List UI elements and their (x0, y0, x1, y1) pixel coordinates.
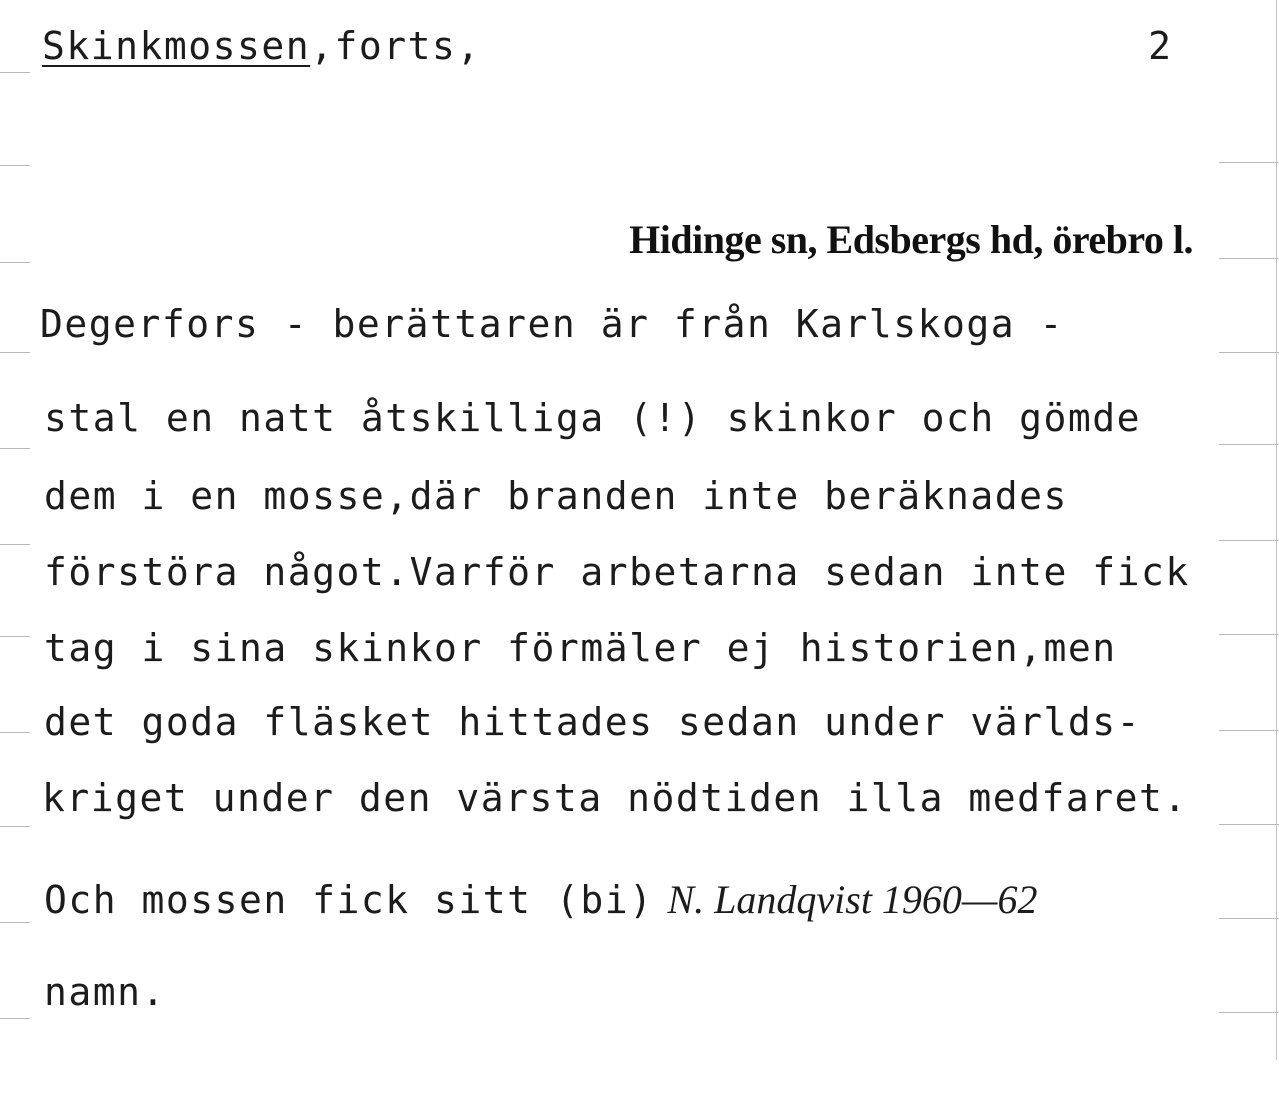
card-rule (1219, 918, 1279, 919)
card-rule (1219, 1012, 1279, 1013)
card-title (42, 24, 481, 68)
recorder-stamp: N. Landqvist 1960—62 (667, 877, 1038, 922)
card-rule (0, 72, 30, 73)
body-line-with-recorder (44, 876, 1038, 923)
card-rule (0, 544, 30, 545)
body-line: Degerfors - berättaren är från Karlskoga - (40, 302, 1064, 346)
body-line: namn. (44, 970, 166, 1014)
card-rule (1219, 258, 1279, 259)
body-line: tag i sina skinkor förmäler ej historien,men (44, 626, 1117, 670)
card-edge (1276, 0, 1277, 1060)
card-rule (1219, 352, 1279, 353)
card-rule (1219, 634, 1279, 635)
card-rule (0, 448, 30, 449)
body-line: stal en natt åtskilliga (!) skinkor och gömde (44, 396, 1142, 440)
card-rule (0, 1018, 30, 1019)
card-rule (1219, 162, 1279, 163)
card-rule (0, 636, 30, 637)
card-rule (1219, 730, 1279, 731)
card-rule (1219, 444, 1279, 445)
card-rule (0, 262, 30, 263)
body-line: förstöra något.Varför arbetarna sedan inte fick (44, 550, 1190, 594)
body-line: det goda fläsket hittades sedan under världs- (44, 700, 1142, 744)
location-stamp: Hidinge sn, Edsbergs hd, örebro l. (629, 217, 1193, 262)
card-rule (0, 352, 30, 353)
card-rule (0, 922, 30, 923)
card-rule (0, 165, 30, 166)
page-number: 2 (1148, 24, 1171, 68)
card-rule (1219, 540, 1279, 541)
card-rule (0, 732, 30, 733)
body-line: Och mossen fick sitt (bi) (44, 878, 654, 922)
card-rule (1219, 824, 1279, 825)
card-title-rest: ,forts, (310, 24, 481, 68)
card-title-underlined: Skinkmossen (42, 24, 311, 68)
body-line: kriget under den värsta nödtiden illa medfaret. (42, 776, 1188, 820)
card-rule (0, 826, 30, 827)
body-line: dem i en mosse,där branden inte beräknades (44, 474, 1068, 518)
